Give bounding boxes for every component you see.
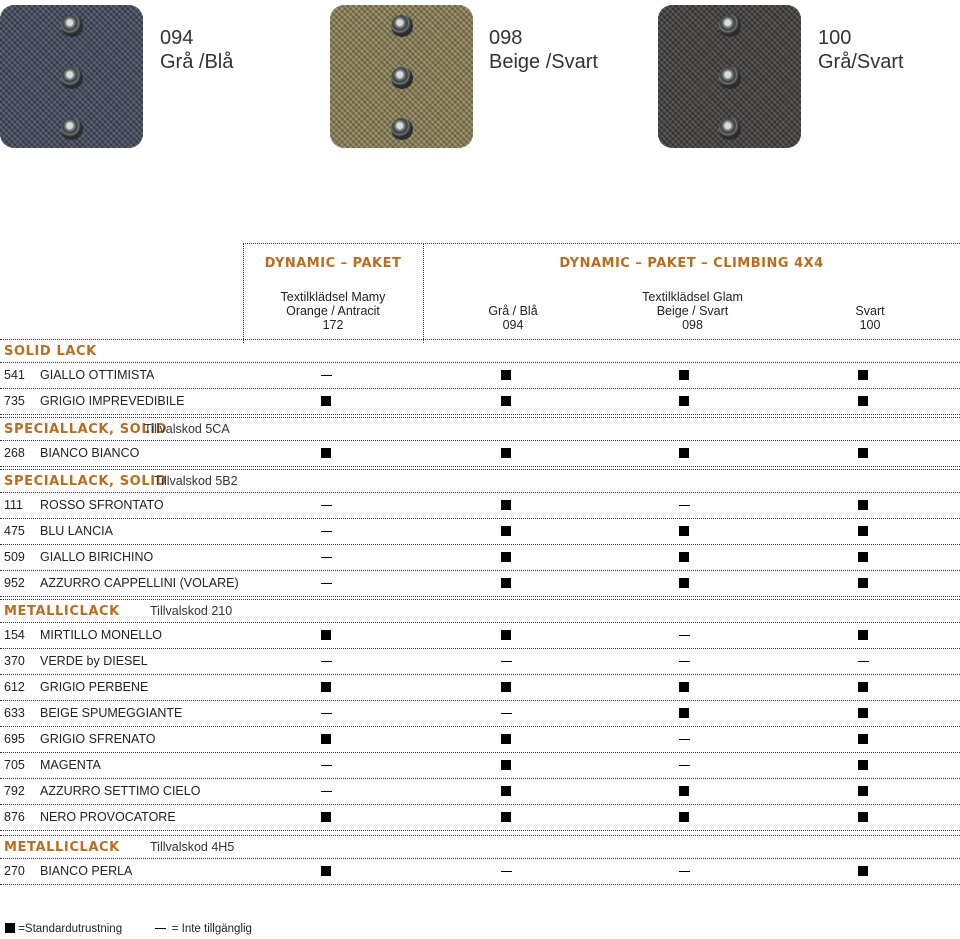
standard-square-icon: [501, 812, 511, 822]
standard-square-icon: [501, 448, 511, 458]
standard-square-icon: [679, 448, 689, 458]
section-title: SPECIALLACK, SOLID: [4, 474, 168, 489]
color-name: BIANCO PERLA: [40, 864, 133, 878]
color-name: AZZURRO SETTIMO CIELO: [40, 784, 201, 798]
standard-square-icon: [679, 812, 689, 822]
color-name: MAGENTA: [40, 758, 101, 772]
row-divider: [0, 726, 960, 727]
not-available-mark: [319, 546, 333, 568]
swatch-label-098: [489, 26, 598, 74]
not-available-dash-icon: [321, 505, 332, 506]
standard-mark: [499, 390, 513, 412]
standard-square-icon: [501, 526, 511, 536]
not-available-mark: [319, 520, 333, 542]
color-name: GIALLO BIRICHINO: [40, 550, 154, 564]
not-available-dash-icon: [679, 661, 690, 662]
section-title: METALLICLACK: [4, 604, 120, 619]
standard-mark: [499, 572, 513, 594]
section-title: SOLID LACK: [4, 344, 97, 359]
row-divider: [0, 599, 960, 600]
standard-square-icon: [858, 370, 868, 380]
swatch-name: Grå/Svart: [818, 51, 904, 73]
column-header-100: [790, 304, 950, 332]
standard-mark: [856, 364, 870, 386]
standard-square-icon: [501, 630, 511, 640]
standard-square-icon: [321, 682, 331, 692]
swatch-name: Grå /Blå: [160, 51, 234, 73]
standard-mark: [677, 702, 691, 724]
not-available-mark: [677, 728, 691, 750]
table-row: [0, 728, 960, 750]
standard-mark: [677, 806, 691, 828]
standard-square-icon: [858, 526, 868, 536]
color-name: GRIGIO IMPREVEDIBILE: [40, 394, 185, 408]
not-available-dash-icon: [321, 661, 332, 662]
color-code: 633: [4, 706, 25, 720]
standard-mark: [856, 572, 870, 594]
standard-square-icon: [679, 370, 689, 380]
not-available-mark: [319, 780, 333, 802]
row-divider: [0, 339, 960, 340]
standard-square-icon: [858, 552, 868, 562]
color-code: 154: [4, 628, 25, 642]
swatch-100: [658, 5, 801, 148]
not-available-mark: [319, 754, 333, 776]
not-available-dash-icon: [501, 713, 512, 714]
not-available-mark: [677, 494, 691, 516]
standard-square-icon: [321, 866, 331, 876]
table-row: [0, 624, 960, 646]
standard-square-icon: [679, 786, 689, 796]
standard-mark: [856, 806, 870, 828]
standard-mark: [856, 702, 870, 724]
standard-square-icon: [321, 812, 331, 822]
standard-square-icon: [501, 578, 511, 588]
table-row: [0, 860, 960, 882]
rivet-icon: [719, 15, 741, 37]
row-divider: [0, 622, 960, 623]
not-available-dash-icon: [679, 505, 690, 506]
row-divider: [0, 440, 960, 441]
legend-na-text: = Inte tillgänglig: [171, 923, 252, 935]
color-code: 111: [4, 498, 24, 512]
row-divider: [0, 518, 960, 519]
standard-mark: [319, 390, 333, 412]
table-row: [0, 676, 960, 698]
not-available-dash-icon: [679, 871, 690, 872]
table-row: [0, 702, 960, 724]
standard-square-icon: [321, 630, 331, 640]
standard-mark: [319, 624, 333, 646]
section-metalliclack-4h5: [4, 836, 235, 858]
not-available-dash-icon: [679, 765, 690, 766]
not-available-mark: [499, 860, 513, 882]
not-available-dash-icon: [321, 713, 332, 714]
rivet-icon: [719, 118, 741, 140]
color-code: 792: [4, 784, 25, 798]
standard-square-icon: [501, 500, 511, 510]
column-header-line2: Orange / Antracit: [286, 304, 380, 318]
standard-square-icon: [321, 396, 331, 406]
standard-square-icon: [858, 866, 868, 876]
not-available-mark: [856, 650, 870, 672]
section-option-code: Tillvalskod 210: [150, 604, 233, 618]
standard-mark: [319, 676, 333, 698]
not-available-dash-icon: [321, 557, 332, 558]
swatch-098: [330, 5, 473, 148]
not-available-dash-icon: [321, 375, 332, 376]
column-header-line3: 098: [682, 318, 703, 332]
color-name: VERDE by DIESEL: [40, 654, 148, 668]
color-code: 612: [4, 680, 25, 694]
standard-square-icon: [858, 812, 868, 822]
not-available-dash-icon: [155, 928, 166, 929]
row-divider: [0, 835, 960, 836]
standard-mark: [499, 364, 513, 386]
column-header-line2: Grå / Blå: [488, 304, 538, 318]
standard-square-icon: [858, 682, 868, 692]
standard-mark: [856, 754, 870, 776]
standard-mark: [856, 520, 870, 542]
table-row: [0, 364, 960, 386]
row-divider: [0, 804, 960, 805]
standard-mark: [677, 520, 691, 542]
row-divider: [0, 858, 960, 859]
swatch-label-094: [160, 26, 233, 74]
standard-mark: [319, 728, 333, 750]
standard-square-icon: [321, 734, 331, 744]
column-header-line2: Beige / Svart: [656, 304, 729, 318]
standard-mark: [677, 390, 691, 412]
table-row: [0, 754, 960, 776]
standard-mark: [499, 546, 513, 568]
color-name: BLU LANCIA: [40, 524, 113, 538]
standard-square-icon: [679, 708, 689, 718]
standard-mark: [499, 806, 513, 828]
row-divider: [0, 414, 960, 415]
not-available-dash-icon: [858, 661, 869, 662]
color-code: 509: [4, 550, 25, 564]
section-option-code: Tillvalskod 5CA: [144, 422, 230, 436]
standard-mark: [499, 520, 513, 542]
not-available-mark: [319, 702, 333, 724]
table-row: [0, 780, 960, 802]
row-divider: [0, 544, 960, 545]
table-row: [0, 390, 960, 412]
standard-square-icon: [679, 682, 689, 692]
standard-square-icon: [858, 760, 868, 770]
rivet-icon: [391, 118, 413, 140]
standard-mark: [677, 572, 691, 594]
table-top-rule: [243, 243, 960, 244]
rivet-icon: [391, 67, 413, 89]
row-divider: [0, 596, 960, 597]
color-name: GRIGIO SFRENATO: [40, 732, 156, 746]
standard-mark: [499, 624, 513, 646]
standard-square-icon: [679, 396, 689, 406]
standard-square-icon: [501, 396, 511, 406]
row-divider: [0, 388, 960, 389]
standard-mark: [856, 624, 870, 646]
swatch-code: 094: [160, 27, 194, 49]
standard-square-icon: [858, 708, 868, 718]
color-code: 268: [4, 446, 25, 460]
table-row: [0, 442, 960, 464]
row-divider: [0, 648, 960, 649]
section-option-code: Tillvalskod 4H5: [150, 840, 235, 854]
row-divider: [0, 778, 960, 779]
section-speciallack-5b2: [4, 470, 238, 492]
standard-mark: [499, 442, 513, 464]
not-available-dash-icon: [679, 739, 690, 740]
not-available-mark: [319, 364, 333, 386]
row-divider: [0, 492, 960, 493]
swatch-094: [0, 5, 143, 148]
not-available-mark: [677, 754, 691, 776]
swatch-label-100: [818, 26, 904, 74]
standard-square-icon: [679, 526, 689, 536]
legend-standard-text: =Standardutrustning: [18, 923, 123, 935]
color-name: BEIGE SPUMEGGIANTE: [40, 706, 183, 720]
standard-mark: [856, 676, 870, 698]
column-header-line3: 100: [859, 318, 881, 332]
standard-mark: [856, 494, 870, 516]
standard-square-icon: [858, 630, 868, 640]
standard-square-icon: [501, 734, 511, 744]
standard-mark: [677, 676, 691, 698]
standard-mark: [856, 390, 870, 412]
standard-square-icon: [858, 448, 868, 458]
standard-square-icon: [501, 760, 511, 770]
standard-mark: [856, 780, 870, 802]
standard-mark: [499, 728, 513, 750]
column-header-172: [243, 290, 423, 332]
color-name: GIALLO OTTIMISTA: [40, 368, 155, 382]
standard-mark: [499, 494, 513, 516]
column-header-098: [610, 290, 775, 332]
row-divider: [0, 700, 960, 701]
column-header-094: [433, 304, 593, 332]
not-available-dash-icon: [321, 531, 332, 532]
standard-square-icon: [501, 370, 511, 380]
standard-mark: [856, 546, 870, 568]
not-available-mark: [677, 650, 691, 672]
not-available-mark: [677, 860, 691, 882]
standard-square-icon: [858, 396, 868, 406]
swatch-code: 100: [818, 27, 852, 49]
row-divider: [0, 466, 960, 467]
standard-square-icon: [858, 786, 868, 796]
rivet-icon: [61, 15, 83, 37]
column-header-line1: Textilklädsel Mamy: [280, 290, 386, 304]
table-row: [0, 650, 960, 672]
section-option-code: Tillvalskod 5B2: [154, 474, 238, 488]
not-available-dash-icon: [501, 871, 512, 872]
row-divider: [0, 674, 960, 675]
row-divider: [0, 362, 960, 363]
package-dynamic-title: DYNAMIC – PAKET: [264, 256, 402, 271]
color-code: 541: [4, 368, 25, 382]
standard-mark: [319, 442, 333, 464]
color-name: MIRTILLO MONELLO: [40, 628, 163, 642]
table-row: [0, 806, 960, 828]
standard-square-icon: [679, 578, 689, 588]
row-divider: [0, 570, 960, 571]
color-code: 270: [4, 864, 25, 878]
standard-square-icon: [321, 448, 331, 458]
rivet-icon: [391, 15, 413, 37]
color-code: 952: [4, 576, 25, 590]
not-available-dash-icon: [321, 765, 332, 766]
table-row: [0, 494, 960, 516]
table-row: [0, 520, 960, 542]
color-code: 695: [4, 732, 25, 746]
row-divider: [0, 752, 960, 753]
color-code: 370: [4, 654, 25, 668]
rivet-icon: [61, 118, 83, 140]
color-code: 876: [4, 810, 25, 824]
standard-mark: [677, 780, 691, 802]
rivet-icon: [61, 67, 83, 89]
not-available-mark: [319, 572, 333, 594]
color-name: GRIGIO PERBENE: [40, 680, 149, 694]
standard-mark: [677, 442, 691, 464]
standard-square-icon: [501, 552, 511, 562]
standard-square-icon: [858, 734, 868, 744]
standard-mark: [856, 442, 870, 464]
standard-mark: [677, 546, 691, 568]
section-metalliclack-210: [4, 600, 233, 622]
section-title: SPECIALLACK, SOLID: [4, 422, 168, 437]
section-speciallack-5ca: [4, 418, 230, 440]
not-available-mark: [499, 702, 513, 724]
legend: [5, 919, 252, 939]
not-available-dash-icon: [321, 791, 332, 792]
section-title: METALLICLACK: [4, 840, 120, 855]
not-available-mark: [677, 624, 691, 646]
color-name: AZZURRO CAPPELLINI (VOLARE): [40, 576, 239, 590]
standard-mark: [856, 860, 870, 882]
color-name: ROSSO SFRONTATO: [40, 498, 164, 512]
not-available-mark: [319, 650, 333, 672]
column-header-line3: 094: [502, 318, 524, 332]
standard-square-icon: [5, 923, 15, 933]
table-row: [0, 572, 960, 594]
not-available-dash-icon: [679, 635, 690, 636]
row-divider: [0, 884, 960, 885]
section-solid-lack: [4, 340, 97, 362]
standard-square-icon: [679, 552, 689, 562]
rivet-icon: [719, 67, 741, 89]
not-available-mark: [499, 650, 513, 672]
standard-square-icon: [501, 682, 511, 692]
standard-mark: [319, 806, 333, 828]
package-climbing-title: DYNAMIC – PAKET – CLIMBING 4X4: [559, 256, 824, 271]
color-code: 475: [4, 524, 25, 538]
swatch-code: 098: [489, 27, 523, 49]
standard-square-icon: [858, 500, 868, 510]
table-row: [0, 546, 960, 568]
color-name: NERO PROVOCATORE: [40, 810, 176, 824]
column-header-line1: Textilklädsel Glam: [642, 290, 743, 304]
standard-mark: [499, 676, 513, 698]
standard-mark: [677, 364, 691, 386]
color-code: 735: [4, 394, 25, 408]
standard-mark: [499, 754, 513, 776]
standard-mark: [319, 860, 333, 882]
not-available-mark: [319, 494, 333, 516]
swatch-name: Beige /Svart: [489, 51, 598, 73]
not-available-dash-icon: [321, 583, 332, 584]
standard-mark: [856, 728, 870, 750]
not-available-dash-icon: [501, 661, 512, 662]
color-code: 705: [4, 758, 25, 772]
standard-mark: [499, 780, 513, 802]
color-name: BIANCO BIANCO: [40, 446, 140, 460]
row-divider: [0, 830, 960, 831]
column-header-line3: 172: [322, 318, 344, 332]
standard-square-icon: [858, 578, 868, 588]
standard-square-icon: [501, 786, 511, 796]
column-header-line2: Svart: [855, 304, 885, 318]
